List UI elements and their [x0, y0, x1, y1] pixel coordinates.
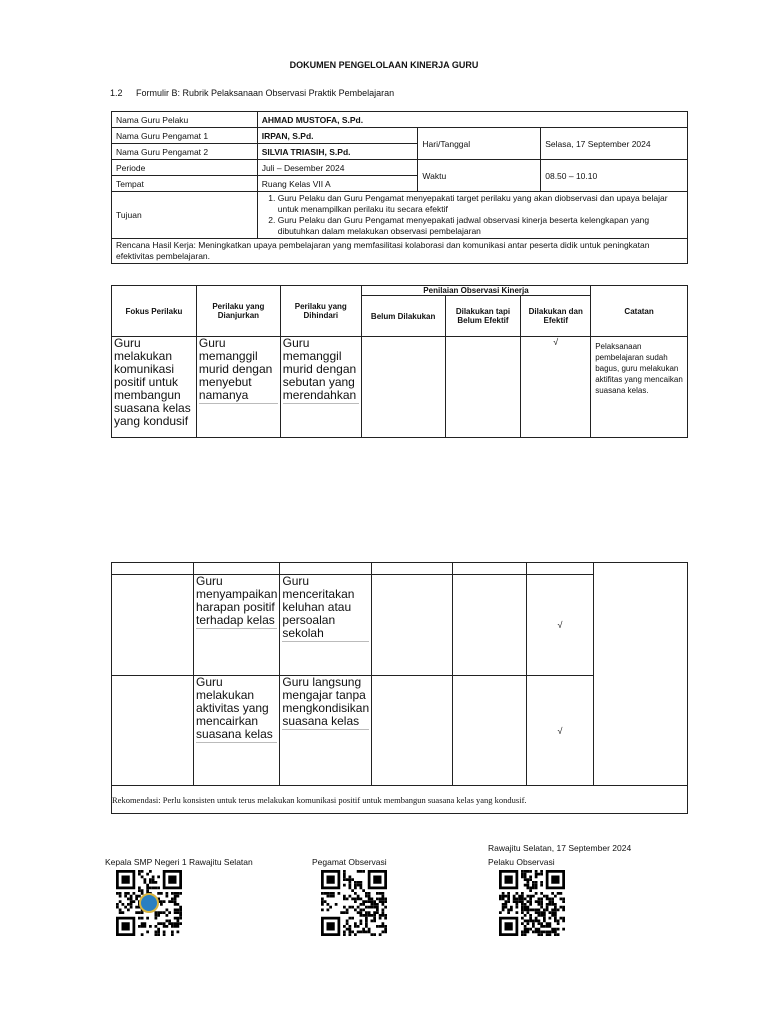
pengamat1-label: Nama Guru Pengamat 1 — [112, 128, 258, 144]
belum-cell — [372, 676, 453, 786]
tempat-label: Tempat — [112, 176, 258, 192]
pengamat-label: Pegamat Observasi — [312, 857, 387, 867]
header-belum: Belum Dilakukan — [361, 296, 445, 337]
section-title: Formulir B: Rubrik Pelaksanaan Observasi Praktik Pembelajaran — [136, 88, 395, 98]
pelaku-value: AHMAD MUSTOFA, S.Pd. — [257, 112, 687, 128]
rencana-value: Meningkatkan upaya pembelajaran yang memfasilitasi kolaborasi dan komunikasi antar peserta didik untuk peningkatan efektivitas pembelajaran. — [116, 240, 650, 261]
table-row — [112, 160, 688, 176]
dianjurkan-text: Guru menyampaikan harapan positif terhadap kelas — [196, 574, 278, 627]
empty-cell — [112, 563, 194, 575]
dihindari-text: Guru langsung mengajar tanpa mengkondisikan suasana kelas — [282, 675, 370, 728]
empty-cell — [280, 563, 372, 575]
dihindari-text: Guru memanggil murid dengan sebutan yang merendahkan — [283, 337, 359, 404]
fokus-cell: Guru melakukan komunikasi positif untuk membangun suasana kelas yang kondusif — [112, 337, 197, 438]
belum-efektif-cell — [445, 337, 521, 438]
rencana-label: Rencana Hasil Kerja: — [116, 240, 196, 250]
qr-code-pelaku — [499, 870, 565, 936]
list-item: 2. Guru Pelaku dan Guru Pengamat menyepakati jadwal observasi kinerja beserta kelengkapan yang dibutuhkan dalam melakukan observasi pembelajaran — [278, 215, 683, 237]
empty-cell — [112, 676, 194, 786]
belum-efektif-cell — [453, 575, 526, 676]
dianjurkan-cell — [196, 337, 280, 438]
section-heading — [110, 88, 394, 98]
tempat-value: Ruang Kelas VII A — [257, 176, 418, 192]
tujuan-label: Tujuan — [112, 192, 258, 239]
belum-cell — [361, 337, 445, 438]
rubric-table — [111, 285, 688, 438]
rekomendasi-cell: Rekomendasi: Perlu konsisten untuk terus melakukan komunikasi positif untuk membangun suasana kelas yang kondusif. — [112, 786, 688, 814]
belum-efektif-cell — [453, 676, 526, 786]
table-row — [112, 786, 688, 814]
hari-label: Hari/Tanggal — [418, 128, 541, 160]
table-row — [112, 192, 688, 239]
pengamat1-value: IRPAN, S.Pd. — [257, 128, 418, 144]
periode-value: Juli – Desember 2024 — [257, 160, 418, 176]
header-belum-efektif: Dilakukan tapi Belum Efektif — [445, 296, 521, 337]
empty-cell — [372, 563, 453, 575]
list-item: 1. Guru Pelaku dan Guru Pengamat menyepakati target perilaku yang akan diobservasi dan upaya belajar untuk menampilkan perilaku itu secara efektif — [278, 193, 683, 215]
waktu-label: Waktu — [418, 160, 541, 192]
tujuan-list — [262, 193, 683, 237]
school-logo-icon — [140, 894, 158, 912]
table-row — [112, 128, 688, 144]
pengamat2-value: SILVIA TRIASIH, S.Pd. — [257, 144, 418, 160]
dianjurkan-cell — [194, 676, 280, 786]
waktu-value: 08.50 – 10.10 — [541, 160, 688, 192]
header-dianjurkan: Perilaku yang Dianjurkan — [196, 286, 280, 337]
qr-code-pengamat — [321, 870, 387, 936]
dihindari-text: Guru menceritakan keluhan atau persoalan sekolah — [282, 575, 369, 642]
empty-cell — [194, 563, 280, 575]
empty-cell — [453, 563, 526, 575]
table-row — [112, 563, 688, 575]
pelaku-label: Nama Guru Pelaku — [112, 112, 258, 128]
rubric-table-continued — [111, 562, 688, 814]
section-number: 1.2 — [110, 88, 123, 98]
header-fokus: Fokus Perilaku — [112, 286, 197, 337]
identity-table — [111, 111, 688, 264]
efektif-check: √ — [526, 676, 594, 786]
dianjurkan-text: Guru memanggil murid dengan menyebut namanya — [199, 337, 278, 404]
tujuan-list-cell — [257, 192, 687, 239]
pelaku-label: Pelaku Observasi — [488, 857, 555, 867]
hari-value: Selasa, 17 September 2024 — [541, 128, 688, 160]
dianjurkan-text: Guru melakukan aktivitas yang mencairkan suasana kelas — [196, 676, 277, 743]
table-row — [112, 112, 688, 128]
header-efektif: Dilakukan dan Efektif — [521, 296, 591, 337]
header-dihindari: Perilaku yang Dihindari — [280, 286, 361, 337]
dihindari-cell — [280, 676, 372, 786]
table-row — [112, 239, 688, 264]
header-catatan: Catatan — [591, 286, 688, 337]
empty-cell — [526, 563, 594, 575]
table-header-row — [112, 286, 688, 296]
table-row — [112, 337, 688, 438]
dihindari-cell — [280, 575, 372, 676]
pengamat2-label: Nama Guru Pengamat 2 — [112, 144, 258, 160]
rencana-cell — [112, 239, 688, 264]
catatan-cell: Pelaksanaan pembelajaran sudah bagus, guru melakukan aktifitas yang mencaikan suasana kelas. — [591, 337, 688, 438]
place-date: Rawajitu Selatan, 17 September 2024 — [488, 843, 632, 853]
efektif-check: √ — [521, 337, 591, 438]
qr-code-kepala — [116, 870, 182, 936]
document-title: DOKUMEN PENGELOLAAN KINERJA GURU — [289, 60, 479, 70]
efektif-check: √ — [526, 575, 594, 676]
header-penilaian: Penilaian Observasi Kinerja — [361, 286, 590, 296]
dihindari-cell — [280, 337, 361, 438]
empty-cell — [112, 575, 194, 676]
kepala-label: Kepala SMP Negeri 1 Rawajitu Selatan — [105, 857, 253, 867]
belum-cell — [372, 575, 453, 676]
periode-label: Periode — [112, 160, 258, 176]
dianjurkan-cell — [194, 575, 280, 676]
catatan-cell — [594, 563, 688, 786]
